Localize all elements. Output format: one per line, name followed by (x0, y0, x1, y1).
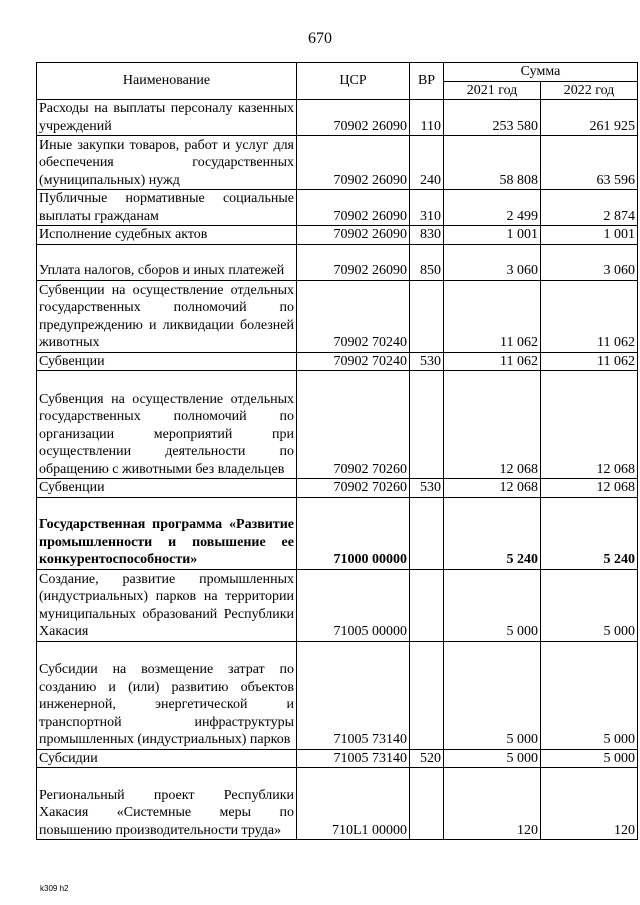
row-2021: 253 580 (444, 100, 541, 136)
row-2021: 120 (444, 768, 541, 840)
header-sum: Сумма (444, 63, 638, 82)
header-vr: ВР (410, 63, 444, 100)
row-vr (410, 371, 444, 479)
table-row (37, 352, 638, 371)
row-csr: 70902 70240 (297, 280, 410, 352)
row-2022: 1 001 (541, 226, 638, 245)
header-year-2021: 2021 год (444, 81, 541, 100)
row-2021: 2 499 (444, 190, 541, 226)
row-csr: 70902 26090 (297, 226, 410, 245)
row-2021: 5 240 (444, 497, 541, 569)
table-row (37, 371, 638, 479)
row-2022: 2 874 (541, 190, 638, 226)
row-csr: 70902 26090 (297, 190, 410, 226)
row-name: Субвенция на осуществление отдельных государственных полномочий по организации мероприятий при осуществлении деятельности по обращению с животными без владельцев (37, 371, 297, 479)
row-vr: 110 (410, 100, 444, 136)
row-name: Публичные нормативные социальные выплаты гражданам (37, 190, 297, 226)
row-vr: 310 (410, 190, 444, 226)
row-csr: 71005 00000 (297, 569, 410, 641)
table-row (37, 244, 638, 280)
row-2022: 261 925 (541, 100, 638, 136)
row-vr (410, 569, 444, 641)
row-vr (410, 768, 444, 840)
row-name: Субсидии (37, 749, 297, 768)
row-2022: 120 (541, 768, 638, 840)
row-name: Субвенции (37, 352, 297, 371)
row-2021: 5 000 (444, 641, 541, 749)
row-2022: 11 062 (541, 352, 638, 371)
row-csr: 70902 70240 (297, 352, 410, 371)
row-name: Уплата налогов, сборов и иных платежей (37, 244, 297, 280)
row-vr: 520 (410, 749, 444, 768)
row-name: Расходы на выплаты персоналу казенных учреждений (37, 100, 297, 136)
page-number: 670 (308, 30, 332, 47)
row-csr: 70902 70260 (297, 479, 410, 498)
table-row (37, 569, 638, 641)
row-2022: 11 062 (541, 280, 638, 352)
header-name: Наименование (37, 63, 297, 100)
row-2022: 12 068 (541, 371, 638, 479)
table-row (37, 749, 638, 768)
row-vr: 850 (410, 244, 444, 280)
table-row (37, 190, 638, 226)
table-row (37, 100, 638, 136)
row-name: Создание, развитие промышленных (индустриальных) парков на территории муниципальных образований Республики Хакасия (37, 569, 297, 641)
row-2021: 3 060 (444, 244, 541, 280)
row-2021: 12 068 (444, 371, 541, 479)
table-row (37, 280, 638, 352)
row-2021: 5 000 (444, 569, 541, 641)
row-vr: 530 (410, 479, 444, 498)
table-row (37, 768, 638, 840)
row-2022: 5 000 (541, 641, 638, 749)
table-row (37, 226, 638, 245)
row-csr: 71005 73140 (297, 641, 410, 749)
row-2022: 5 000 (541, 569, 638, 641)
row-name: Региональный проект Республики Хакасия «Системные меры по повышению производительности труда» (37, 768, 297, 840)
row-name: Иные закупки товаров, работ и услуг для обеспечения государственных (муниципальных) нужд (37, 136, 297, 190)
row-2022: 5 000 (541, 749, 638, 768)
row-vr (410, 280, 444, 352)
row-2021: 5 000 (444, 749, 541, 768)
row-csr: 70902 26090 (297, 100, 410, 136)
row-name: Субсидии на возмещение затрат по созданию и (или) развитию объектов инженерной, энергетической и транспортной инфраструктуры промышленных (индустриальных) парков (37, 641, 297, 749)
row-name: Исполнение судебных актов (37, 226, 297, 245)
row-2022: 5 240 (541, 497, 638, 569)
row-2021: 11 062 (444, 352, 541, 371)
row-2022: 12 068 (541, 479, 638, 498)
header-csr: ЦСР (297, 63, 410, 100)
row-name: Субвенции на осуществление отдельных государственных полномочий по предупреждению и ликвидации болезней животных (37, 280, 297, 352)
row-2022: 3 060 (541, 244, 638, 280)
row-vr (410, 497, 444, 569)
row-2022: 63 596 (541, 136, 638, 190)
row-csr: 70902 26090 (297, 136, 410, 190)
table-row (37, 641, 638, 749)
row-csr: 710L1 00000 (297, 768, 410, 840)
table-row (37, 479, 638, 498)
row-name: Субвенции (37, 479, 297, 498)
row-2021: 11 062 (444, 280, 541, 352)
row-vr: 830 (410, 226, 444, 245)
header-year-2022: 2022 год (541, 81, 638, 100)
row-vr: 530 (410, 352, 444, 371)
row-csr: 70902 26090 (297, 244, 410, 280)
footer-code: k309 h2 (40, 884, 69, 893)
budget-table (36, 62, 638, 840)
row-csr: 71005 73140 (297, 749, 410, 768)
table-row (37, 136, 638, 190)
table-row (37, 497, 638, 569)
row-2021: 58 808 (444, 136, 541, 190)
row-2021: 12 068 (444, 479, 541, 498)
row-name: Государственная программа «Развитие промышленности и повышение ее конкурентоспособности» (37, 497, 297, 569)
row-csr: 71000 00000 (297, 497, 410, 569)
row-csr: 70902 70260 (297, 371, 410, 479)
row-vr (410, 641, 444, 749)
row-2021: 1 001 (444, 226, 541, 245)
row-vr: 240 (410, 136, 444, 190)
